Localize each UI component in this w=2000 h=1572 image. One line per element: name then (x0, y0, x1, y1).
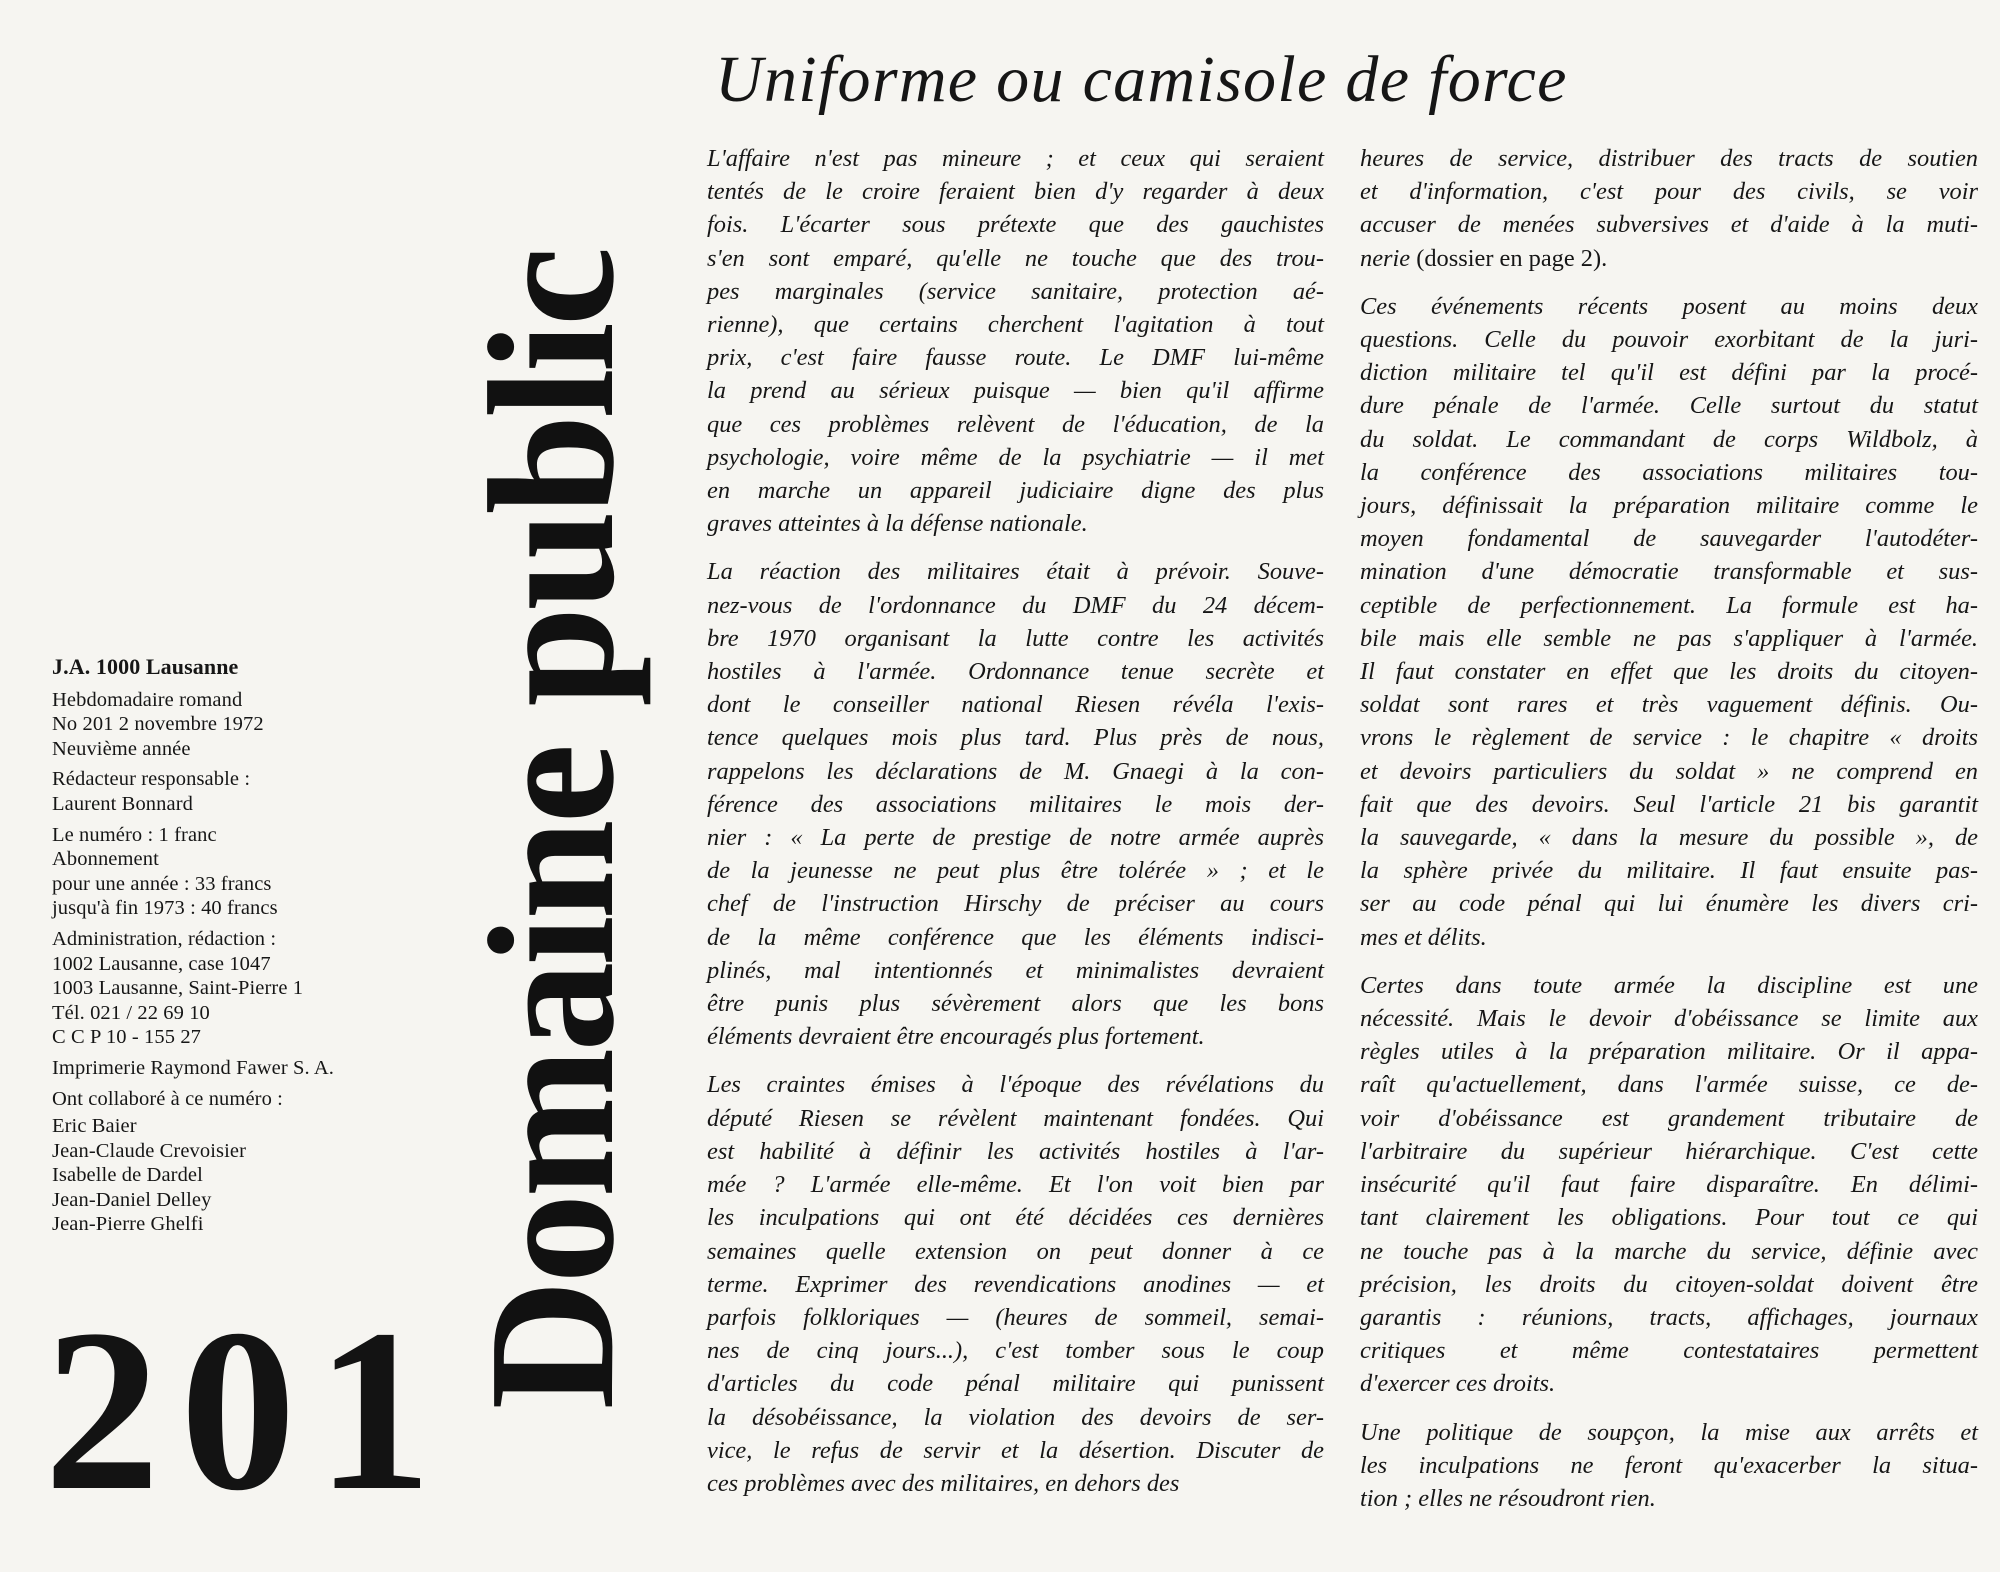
text-line: pes marginales (service sanitaire, protection aé- (707, 277, 1324, 305)
masthead-line: Jean-Daniel Delley (52, 1188, 212, 1211)
text-line: questions. Celle du pouvoir exorbitant de la juri- (1360, 326, 1978, 354)
masthead-editor (52, 767, 452, 816)
article-paragraph (707, 1068, 1324, 1500)
text-line: ne touche pas à la marche du service, définie avec (1360, 1237, 1978, 1265)
publication-logo-text: Domaine public (452, 250, 651, 1410)
masthead-line: No 201 2 novembre 1972 (52, 713, 264, 736)
text-line: chef de l'instruction Hirschy de préciser au cours (707, 890, 1324, 918)
article-column-2 (1360, 142, 1978, 1530)
text-line: tentés de le croire feraient bien d'y regarder à deux (707, 178, 1324, 206)
text-line: ser au code pénal qui lui énumère les divers cri- (1360, 890, 1978, 918)
text-line: éléments devraient être encouragés plus fortement. (707, 1023, 1205, 1051)
text-line: Il faut constater en effet que les droits du citoyen- (1360, 658, 1978, 686)
text-line: s'en sont emparé, qu'elle ne touche que des trou- (707, 244, 1324, 272)
text-line: heures de service, distribuer des tracts de soutien (1360, 145, 1978, 172)
masthead-line: Abonnement (52, 848, 159, 871)
text-line: vice, le refus de servir et la désertion. Discuter de (707, 1436, 1324, 1464)
text-line: tant clairement les obligations. Pour tout ce qui (1360, 1204, 1978, 1232)
text-line: du soldat. Le commandant de corps Wildbolz, à (1360, 425, 1978, 453)
text-line: L'affaire n'est pas mineure ; et ceux qui seraient (707, 145, 1324, 172)
text-line: règles utiles à la préparation militaire. Or il appa- (1360, 1038, 1978, 1066)
text-line: précision, les droits du citoyen-soldat doivent être (1360, 1270, 1978, 1298)
text-line: parfois folkloriques — (heures de sommeil, semai- (707, 1303, 1324, 1331)
text-line: semaines quelle extension on peut donner à ce (707, 1237, 1324, 1265)
masthead-line: Jean-Claude Crevoisier (52, 1139, 247, 1162)
masthead-address (52, 927, 452, 1050)
text-line: voir d'obéissance est grandement tributaire de (1360, 1104, 1978, 1132)
text-line: tence quelques mois plus tard. Plus près de nous, (707, 724, 1324, 752)
text-line: nes de cinq jours...), c'est tomber sous le coup (707, 1337, 1324, 1365)
text-line: la sphère privée du militaire. Il faut ensuite pas- (1360, 857, 1978, 885)
text-line: de la jeunesse ne peut plus être tolérée » ; et le (707, 857, 1324, 885)
contributors-label: Ont collaboré à ce numéro : (52, 1087, 283, 1110)
text-line: jours, définissait la préparation militaire comme le (1360, 492, 1978, 520)
text-line: dure pénale de l'armée. Celle surtout du statut (1360, 392, 1978, 420)
article-paragraph (707, 142, 1324, 540)
masthead-title: J.A. 1000 Lausanne (52, 654, 239, 679)
text-line: les inculpations qui ont été décidées ces dernières (707, 1204, 1324, 1232)
text-line: fois. L'écarter sous prétexte que des gauchistes (707, 211, 1324, 239)
text-line: est habilité à définir les activités hostiles à l'ar- (707, 1137, 1324, 1165)
page-reference: (dossier en page 2). (1410, 244, 1608, 272)
masthead-line: Neuvième année (52, 737, 191, 760)
text-line: graves atteintes à la défense nationale. (707, 510, 1088, 538)
article-paragraph (1360, 142, 1978, 275)
masthead-line: C C P 10 - 155 27 (52, 1026, 202, 1049)
text-line: accuser de menées subversives et d'aide à la muti- (1360, 211, 1978, 239)
masthead-pricing (52, 823, 452, 921)
text-line: député Riesen se révèlent maintenant fondées. Qui (707, 1104, 1324, 1132)
masthead-info (52, 655, 452, 1243)
text-line: nécessité. Mais le devoir d'obéissance se limite aux (1360, 1005, 1978, 1033)
masthead-line: Imprimerie Raymond Fawer S. A. (52, 1056, 334, 1079)
text-line: Une politique de soupçon, la mise aux arrêts et (1360, 1418, 1978, 1446)
text-line: mes et délits. (1360, 923, 1487, 951)
text-line: psychologie, voire même de la psychiatrie — il met (707, 443, 1324, 471)
text-line: les inculpations ne feront qu'exacerber la situa- (1360, 1451, 1978, 1479)
text-line: et d'information, c'est pour des civils, se voir (1360, 178, 1978, 206)
masthead-line: Rédacteur responsable : (52, 768, 251, 791)
masthead-line: Laurent Bonnard (52, 792, 193, 815)
masthead-publication (52, 688, 452, 762)
masthead-line: 1002 Lausanne, case 1047 (52, 952, 271, 975)
text-line: Les craintes émises à l'époque des révélations du (707, 1071, 1324, 1099)
text-line: la conférence des associations militaires tou- (1360, 458, 1978, 486)
text-line: mée ? L'armée elle-même. Et l'on voit bien par (707, 1171, 1324, 1199)
text-line: mination d'une démocratie transformable et sus- (1360, 558, 1978, 586)
text-line: de la même conférence que les éléments indisci- (707, 923, 1324, 951)
text-line: critiques et même contestataires permettent (1360, 1337, 1978, 1365)
text-line: Ces événements récents posent au moins deux (1360, 292, 1978, 320)
text-line (1360, 242, 1978, 275)
text-line: d'exercer ces droits. (1360, 1370, 1556, 1398)
text-line: rienne), que certains cherchent l'agitation à tout (707, 311, 1324, 339)
text-fragment: nerie (1360, 244, 1411, 272)
masthead-line: Le numéro : 1 franc (52, 823, 217, 846)
masthead-line: jusqu'à fin 1973 : 40 francs (52, 897, 278, 920)
text-line: être punis plus sévèrement alors que les bons (707, 990, 1324, 1018)
text-line: l'arbitraire du supérieur hiérarchique. C'est cette (1360, 1137, 1978, 1165)
text-line: raît qu'actuellement, dans l'armée suisse, ce de- (1360, 1071, 1978, 1099)
masthead-line: Administration, rédaction : (52, 927, 277, 950)
article-paragraph (1360, 969, 1978, 1401)
text-line: fait que des devoirs. Seul l'article 21 bis garantit (1360, 790, 1978, 818)
masthead-line: Isabelle de Dardel (52, 1164, 203, 1187)
text-line: bile mais elle semble ne pas s'appliquer à l'armée. (1360, 624, 1978, 652)
publication-logo (452, 140, 651, 1520)
text-line: la sauvegarde, « dans la mesure du possible », de (1360, 824, 1978, 852)
masthead-line: 1003 Lausanne, Saint-Pierre 1 (52, 977, 304, 1000)
masthead-line: Hebdomadaire romand (52, 688, 243, 711)
text-line: insécurité qu'il faut faire disparaître. En délimi- (1360, 1171, 1978, 1199)
article-headline: Uniforme ou camisole de force (715, 43, 1568, 116)
text-line: soldat sont rares et très vaguement définis. Ou- (1360, 691, 1978, 719)
masthead-line: pour une année : 33 francs (52, 872, 272, 895)
text-line: La réaction des militaires était à prévoir. Souve- (707, 558, 1324, 586)
issue-number (44, 1282, 452, 1539)
text-line: hostiles à l'armée. Ordonnance tenue secrète et (707, 658, 1324, 686)
article-paragraph (707, 555, 1324, 1053)
contributors-list (52, 1114, 452, 1237)
text-line: nier : « La perte de prestige de notre armée auprès (707, 824, 1324, 852)
text-line: ces problèmes avec des militaires, en dehors des (707, 1469, 1180, 1497)
text-line: terme. Exprimer des revendications anodines — et (707, 1270, 1324, 1298)
text-line: et devoirs particuliers du soldat » ne comprend en (1360, 757, 1978, 785)
text-line: moyen fondamental de sauvegarder l'autodéter- (1360, 525, 1978, 553)
text-line: nez-vous de l'ordonnance du DMF du 24 décem- (707, 591, 1324, 619)
text-line: diction militaire tel qu'il est défini par la procé- (1360, 359, 1978, 387)
article-paragraph (1360, 1416, 1978, 1516)
text-line: tion ; elles ne résoudront rien. (1360, 1484, 1656, 1512)
issue-number-text: 201 (44, 1282, 452, 1539)
text-line: vrons le règlement de service : le chapitre « droits (1360, 724, 1978, 752)
article-column-1 (707, 142, 1324, 1515)
text-line: férence des associations militaires le mois der- (707, 790, 1324, 818)
masthead-line: Tél. 021 / 22 69 10 (52, 1001, 210, 1024)
masthead-line: Eric Baier (52, 1115, 137, 1138)
article-paragraph (1360, 290, 1978, 954)
text-line: rappelons les déclarations de M. Gnaegi à la con- (707, 757, 1324, 785)
text-line: en marche un appareil judiciaire digne des plus (707, 477, 1324, 505)
text-line: garantis : réunions, tracts, affichages, journaux (1360, 1303, 1978, 1331)
text-line: ceptible de perfectionnement. La formule est ha- (1360, 591, 1978, 619)
text-line: que ces problèmes relèvent de l'éducation, de la (707, 410, 1324, 438)
text-line: Certes dans toute armée la discipline est une (1360, 971, 1978, 999)
text-line: plinés, mal intentionnés et minimalistes devraient (707, 956, 1324, 984)
text-line: la prend au sérieux puisque — bien qu'il affirme (707, 377, 1324, 405)
masthead-printer (52, 1056, 452, 1081)
text-line: dont le conseiller national Riesen révéla l'exis- (707, 691, 1324, 719)
text-line: prix, c'est faire fausse route. Le DMF lui-même (707, 344, 1324, 372)
text-line: d'articles du code pénal militaire qui punissent (707, 1370, 1324, 1398)
text-line: la désobéissance, la violation des devoirs de ser- (707, 1403, 1324, 1431)
masthead-line: Jean-Pierre Ghelfi (52, 1213, 204, 1236)
text-line: bre 1970 organisant la lutte contre les activités (707, 624, 1324, 652)
